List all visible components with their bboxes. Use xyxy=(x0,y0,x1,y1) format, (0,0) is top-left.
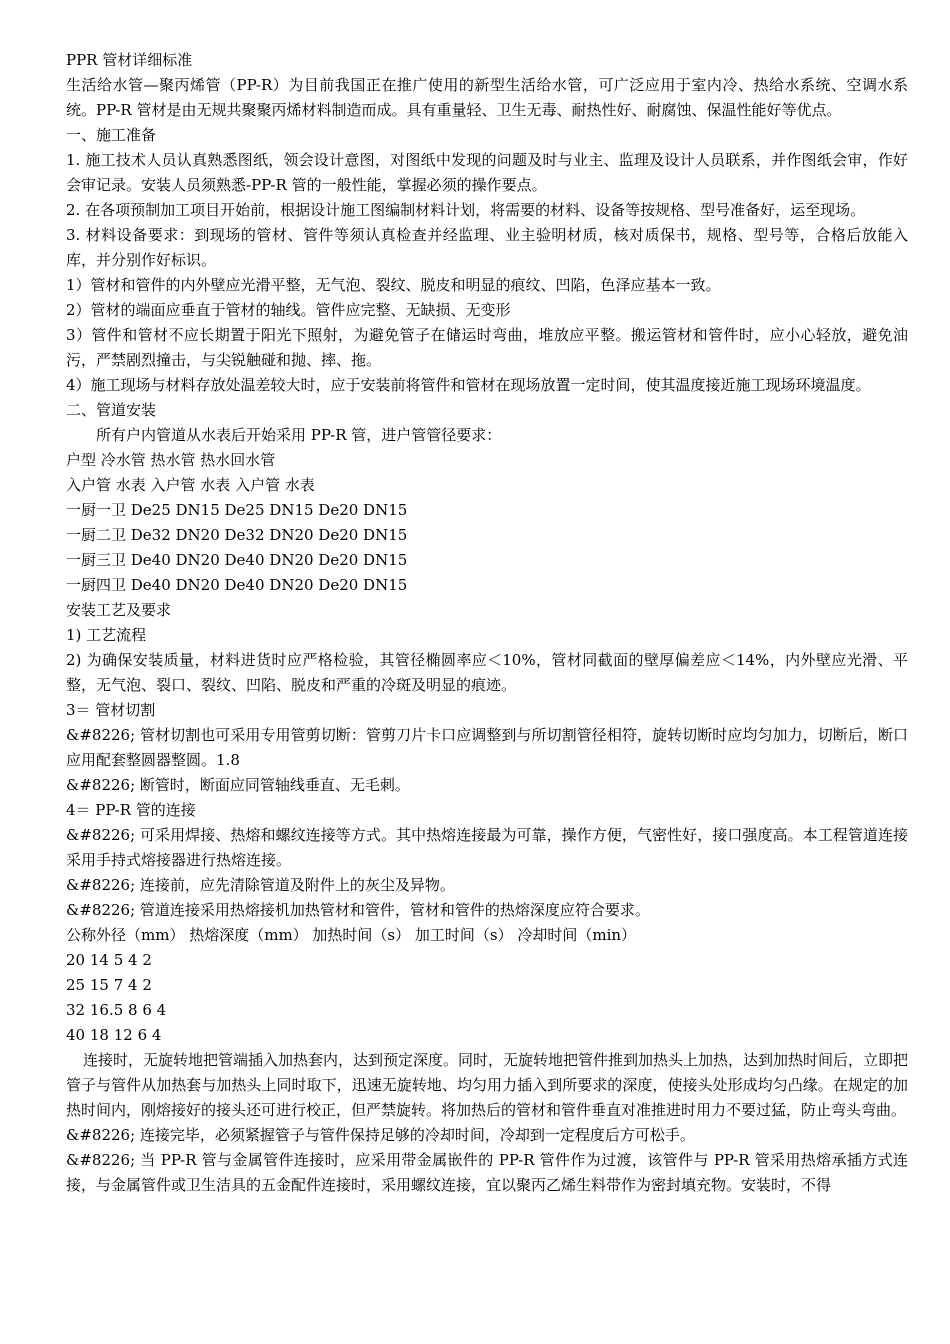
bullet-item: &#8226; 管道连接采用热熔接机加热管材和管件，管材和管件的热熔深度应符合要求。 xyxy=(66,901,650,919)
document-title: PPR 管材详细标准 xyxy=(66,51,193,69)
cutting-heading: 3＝ 管材切割 xyxy=(66,701,156,719)
pipe-table-row: 一厨三卫 De40 DN20 De40 DN20 De20 DN15 xyxy=(66,551,408,569)
sub-item: 2）管材的端面应垂直于管材的轴线。管件应完整、无缺损、无变形 xyxy=(66,301,511,319)
fusion-table-row: 40 18 12 6 4 xyxy=(66,1026,162,1044)
sub-item: 3）管件和管材不应长期置于阳光下照射，为避免管子在储运时弯曲，堆放应平整。搬运管材和管件时，应小心轻放，避免油污，严禁剧烈撞击，与尖锐触碰和抛、摔、拖。 xyxy=(66,326,908,369)
bullet-item: &#8226; 管材切割也可采用专用管剪切断：管剪刀片卡口应调整到与所切割管径相符，旋转切断时应均匀加力，切断后，断口应用配套整圆器整圆。1.8 xyxy=(66,726,908,769)
section-heading-preparation: 一、施工准备 xyxy=(66,126,157,144)
pipe-table-row: 一厨二卫 De32 DN20 De32 DN20 De20 DN15 xyxy=(66,526,408,544)
pipe-table-header: 户型 冷水管 热水管 热水回水管 xyxy=(66,451,276,469)
fusion-table-row: 32 16.5 8 6 4 xyxy=(66,1001,167,1019)
sub-item: 4）施工现场与材料存放处温差较大时，应于安装前将管件和管材在现场放置一定时间，使其温度接近施工现场环境温度。 xyxy=(66,376,871,394)
process-step: 2) 为确保安装质量，材料进货时应严格检验，其管径椭圆率应＜10%，管材同截面的壁厚偏差应＜14%，内外壁应光滑、平整，无气泡、裂口、裂纹、凹陷、脱皮和严重的冷斑及明显的痕迹。 xyxy=(66,651,908,694)
bullet-item: &#8226; 可采用焊接、热熔和螺纹连接等方式。其中热熔连接最为可靠，操作方便，气密性好，接口强度高。本工程管道连接采用手持式熔接器进行热熔连接。 xyxy=(66,826,908,869)
installation-lead: 所有户内管道从水表后开始采用 PP-R 管，进户管管径要求： xyxy=(96,426,502,444)
intro-paragraph: 生活给水管—聚丙烯管（PP-R）为目前我国正在推广使用的新型生活给水管，可广泛应用于室内冷、热给水系统、空调水系统。PP-R 管材是由无规共聚聚丙烯材料制造而成。具有重量轻、卫生无毒、耐热性好、耐腐蚀、保温性能好等优点。 xyxy=(66,76,908,119)
process-heading: 安装工艺及要求 xyxy=(66,601,172,619)
fusion-table-row: 20 14 5 4 2 xyxy=(66,951,152,969)
section-heading-installation: 二、管道安装 xyxy=(66,401,157,419)
process-step: 1) 工艺流程 xyxy=(66,626,147,644)
bullet-item: &#8226; 连接前，应先清除管道及附件上的灰尘及异物。 xyxy=(66,876,455,894)
bullet-item: &#8226; 断管时，断面应同管轴线垂直、无毛刺。 xyxy=(66,776,410,794)
numbered-item: 2. 在各项预制加工项目开始前，根据设计施工图编制材料计划，将需要的材料、设备等按规格、型号准备好，运至现场。 xyxy=(66,201,866,219)
connection-paragraph: 连接时，无旋转地把管端插入加热套内，达到预定深度。同时，无旋转地把管件推到加热头上加热，达到加热时间后，立即把管子与管件从加热套与加热头上同时取下，迅速无旋转地、均匀用力插入到所要求的深度，使接头处形成均匀凸缘。在规定的加热时间内，刚熔接好的接头还可进行校正，但严禁旋转。将加热后的管材和管件垂直对准推进时用力不要过猛，防止弯头弯曲。 xyxy=(66,1051,909,1119)
pipe-table-row: 一厨一卫 De25 DN15 De25 DN15 De20 DN15 xyxy=(66,501,408,519)
bullet-item: &#8226; 当 PP-R 管与金属管件连接时，应采用带金属嵌件的 PP-R 管件作为过渡，该管件与 PP-R 管采用热熔承插方式连接，与金属管件或卫生洁具的五金配件连接时，采用螺纹连接，宜以聚丙乙烯生料带作为密封填充物。安装时，不得 xyxy=(66,1151,908,1194)
numbered-item: 3. 材料设备要求：到现场的管材、管件等须认真检查并经监理、业主验明材质，核对质保书，规格、型号等，合格后放能入库，并分别作好标识。 xyxy=(66,226,908,269)
pipe-table-subheader: 入户管 水表 入户管 水表 入户管 水表 xyxy=(66,476,315,494)
fusion-table-row: 25 15 7 4 2 xyxy=(66,976,152,994)
numbered-item: 1. 施工技术人员认真熟悉图纸，领会设计意图，对图纸中发现的问题及时与业主、监理及设计人员联系，并作图纸会审，作好会审记录。安装人员须熟悉-PP-R 管的一般性能，掌握必须的操作要点。 xyxy=(66,151,908,194)
sub-item: 1）管材和管件的内外壁应光滑平整，无气泡、裂纹、脱皮和明显的痕纹、凹陷，色泽应基本一致。 xyxy=(66,276,721,294)
pipe-table-row: 一厨四卫 De40 DN20 De40 DN20 De20 DN15 xyxy=(66,576,408,594)
bullet-item: &#8226; 连接完毕，必须紧握管子与管件保持足够的冷却时间，冷却到一定程度后方可松手。 xyxy=(66,1126,695,1144)
document-page xyxy=(66,48,908,1198)
fusion-table-header: 公称外径（mm） 热熔深度（mm） 加热时间（s） 加工时间（s） 冷却时间（min） xyxy=(66,926,637,944)
connection-heading: 4＝ PP-R 管的连接 xyxy=(66,801,196,819)
